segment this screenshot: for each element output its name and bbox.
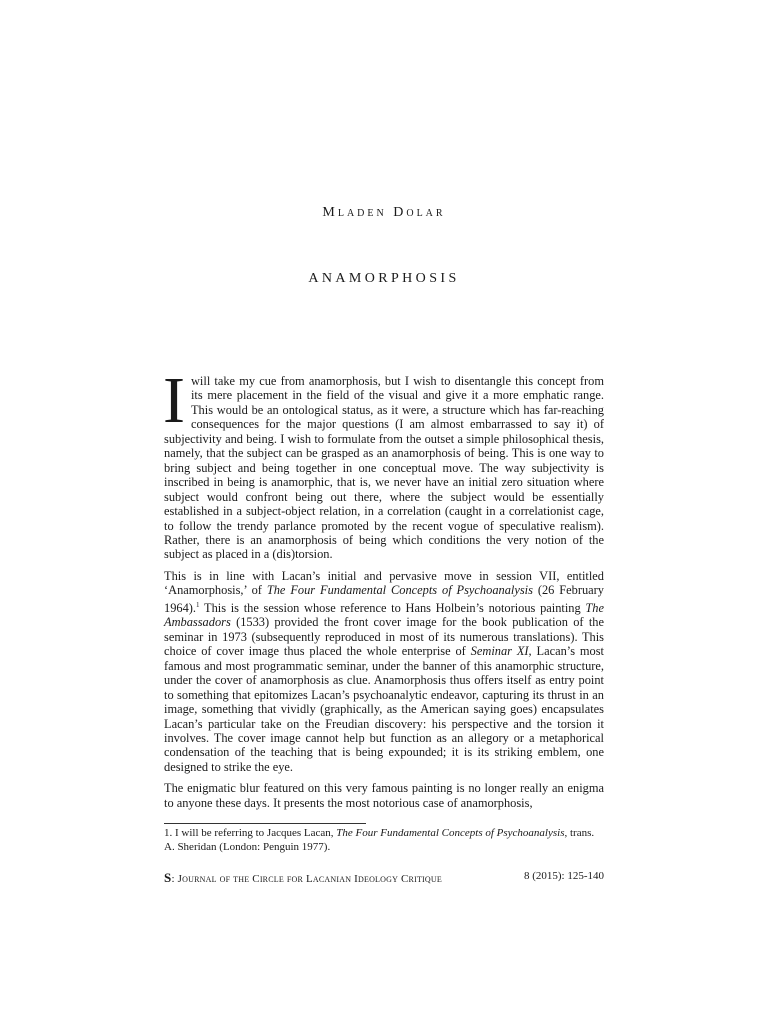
p2-text-e: Lacan’s most famous and most programmatic seminar, under the banner of this anamorphic structure, under the cover of anamorphosis as clue. Anamorphosis thus offers itself as entry point to something that epitomizes Lacan’s psychoanalytic endeavor, capturing its thrust in an image, something that vividly (graphically, as the American saying goes) encapsulates Lacan’s particular take on the Freudian discovery: his perspective and the torsion it involves. The cover image cannot help but function as an allegory or a metaphorical condensation of the teaching that is being expounded; it is its striking emblem, one designed to strike the eye. bbox=[164, 644, 604, 774]
journal-name bbox=[164, 870, 442, 886]
p2-text-d: (1533) provided the front cover image for the book publication of the seminar in 1973 (subsequently reproduced in most of its numerous translations). This choice of cover image thus placed the whole enterprise of bbox=[164, 615, 604, 659]
p2-book-title: The Four Fundamental Concepts of Psychoanalysis bbox=[266, 583, 533, 598]
journal-citation: 8 (2015): 125-140 bbox=[523, 870, 604, 882]
p2-text-c: This is the session whose reference to Hans Holbein’s notorious painting bbox=[199, 600, 586, 615]
author-name: Mladen Dolar bbox=[322, 205, 446, 220]
journal-title: : Journal of the Circle for Lacanian Ideology Critique bbox=[171, 873, 442, 885]
paragraph-1 bbox=[163, 364, 604, 562]
paragraph-3: The enigmatic blur featured on this very famous painting is no longer really an enigma to anyone these days. It presents the most notorious case of anamorphosis, bbox=[164, 781, 604, 810]
p2-text-a: This is in line with Lacan’s initial and pervasive move in session VII, entitled ‘Anamorphosis,’ of bbox=[164, 568, 604, 598]
paragraph-1-text: will take my cue from anamorphosis, but I wish to disentangle this concept from its mere placement in the field of the visual and give it a more emphatic range. This would be an ontological status, as it were, a structure which has far-reaching consequences for the major questions (I am almost embarrassed to say it) of subjectivity and being. I wish to formulate from the outset a simple philosophical thesis, namely, that the subject can be grasped as an anamorphosis of being. This is one way to bring subject and being together in one conceptual move. The way subjectivity is inscribed in being is anamorphic, that is, we never have an initial zero situation where subject would confront being out there, where the subject would be essentially established in a subject-object relation, in a correlation (caught in a correlationist cage, to follow the trendy parlance promoted by the recent vogue of speculative realism). Rather, there is an anamorphosis of being which conditions the very notion of the subject as placed in a (dis)torsion. bbox=[164, 374, 604, 562]
p2-seminar-title: Seminar XI, bbox=[470, 644, 532, 659]
p2-painting-title: The Ambassadors bbox=[164, 600, 604, 630]
drop-cap: I bbox=[163, 364, 185, 437]
footnote-1 bbox=[164, 826, 604, 854]
page-footer bbox=[164, 870, 604, 886]
journal-s-mark: S bbox=[164, 870, 172, 885]
article-body bbox=[163, 364, 605, 817]
footnote-divider bbox=[164, 823, 366, 824]
article-title: ANAMORPHOSIS bbox=[308, 271, 460, 286]
p2-text-b: (26 February 1964). bbox=[164, 583, 605, 615]
footnote-text-a: 1. I will be referring to Jacques Lacan, bbox=[164, 827, 337, 839]
footnote-text-b: , trans. A. Sheridan (London: Penguin 1977). bbox=[164, 827, 595, 853]
footnote-book-title: The Four Fundamental Concepts of Psychoanalysis bbox=[336, 827, 565, 839]
footnote-reference[interactable]: 1 bbox=[196, 600, 200, 609]
paragraph-2 bbox=[164, 569, 604, 774]
